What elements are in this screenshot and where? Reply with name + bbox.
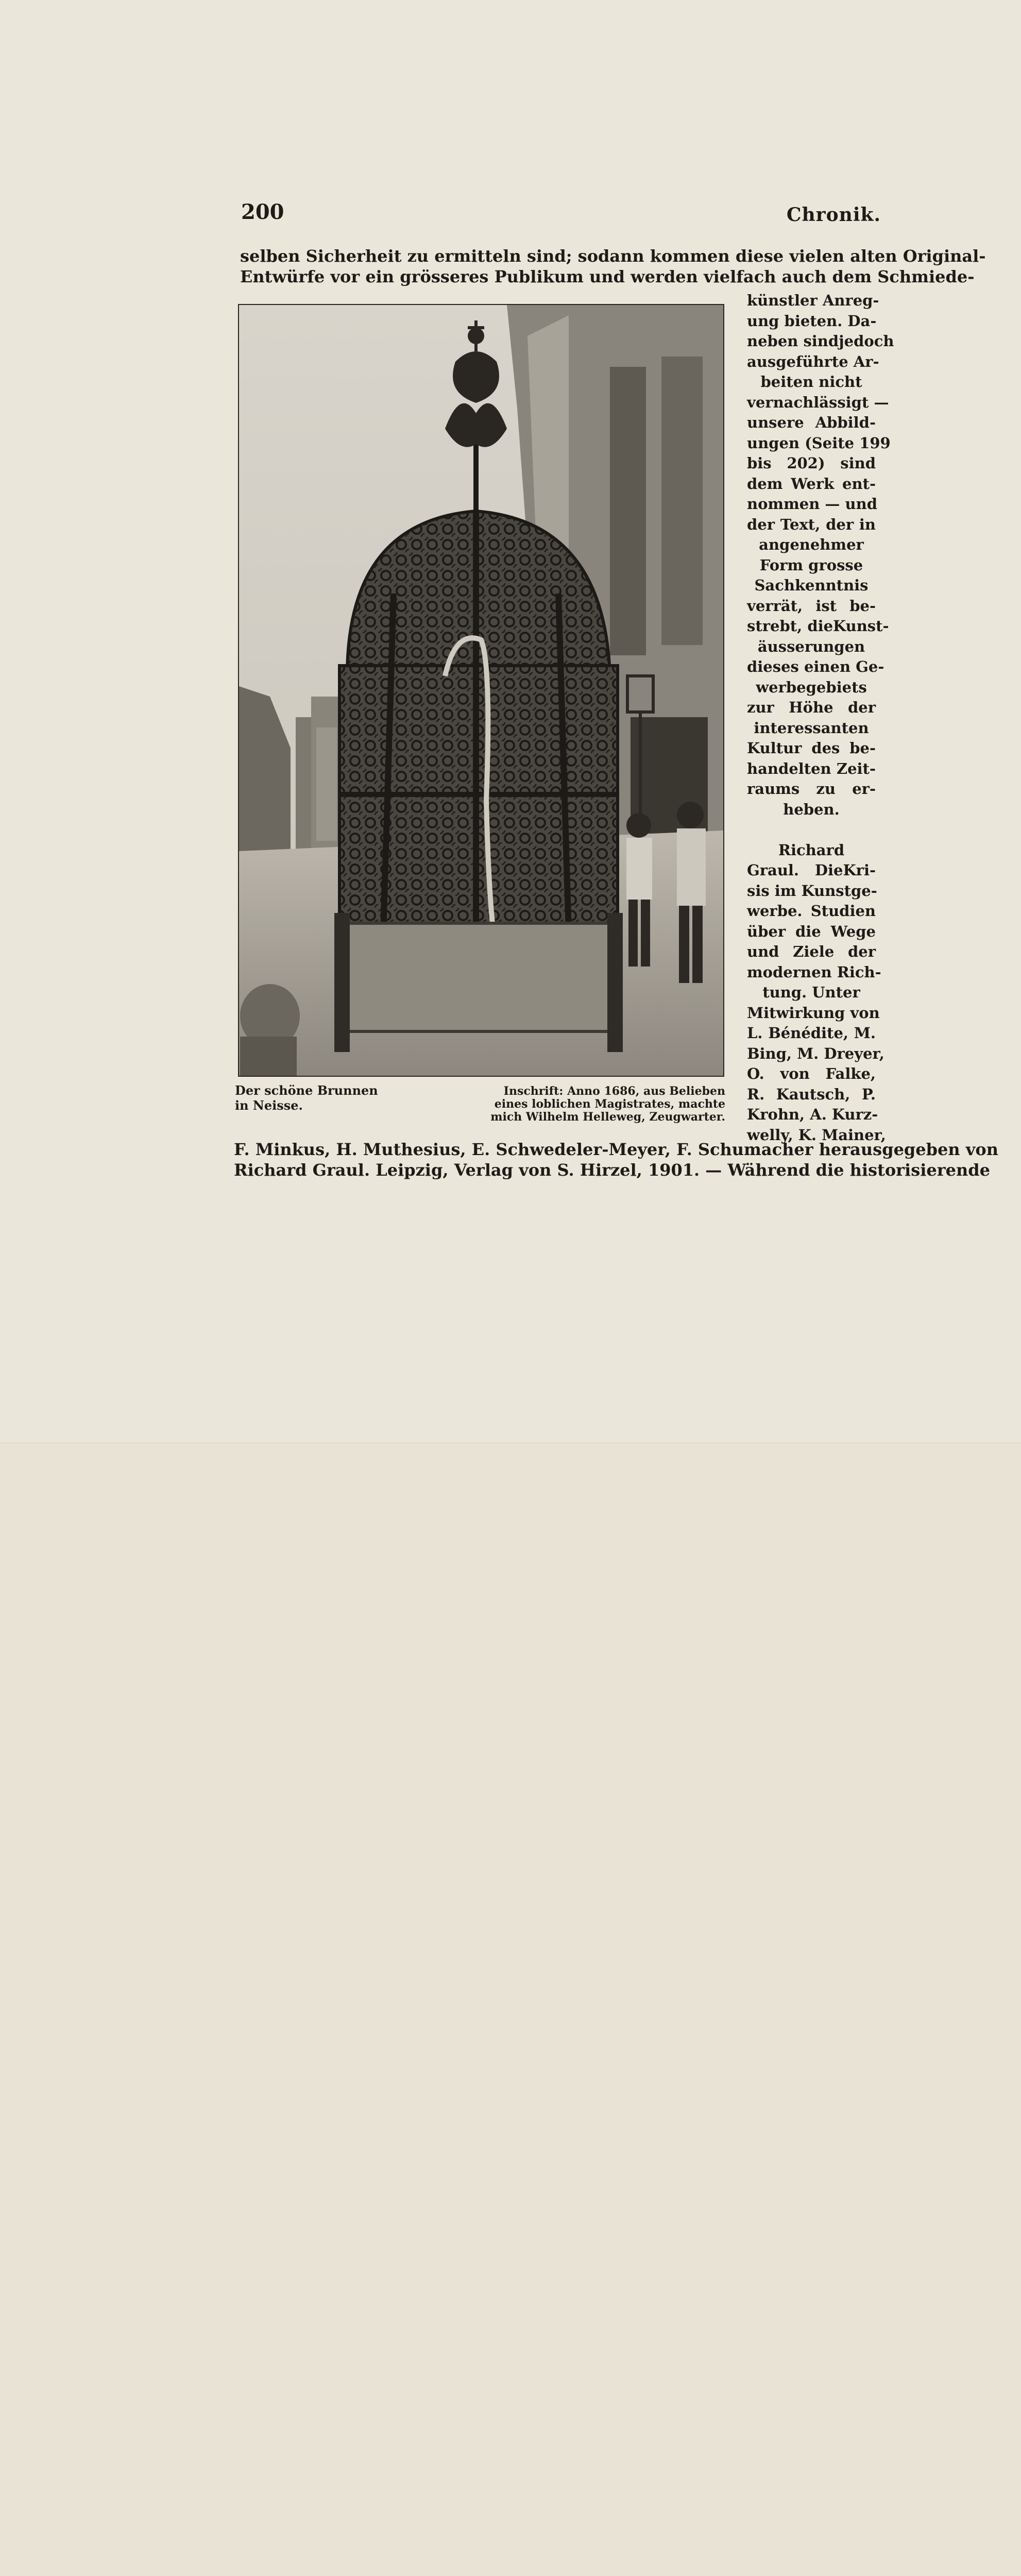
side-text-line: dieses einen Ge- (747, 658, 884, 675)
side-text-line: nommen — und (747, 495, 877, 513)
side-text-line: Richard (778, 841, 845, 859)
side-text-line: verrät, ist be- (747, 597, 876, 615)
side-text-line: interessanten (754, 719, 869, 737)
caption-line: Inschrift: Anno 1686, aus Belieben (503, 1084, 725, 1098)
side-text-line: bis 202) sind (747, 454, 876, 472)
body-text-line: Richard Graul. Leipzig, Verlag von S. Hirzel, 1901. — Während die historisierende (234, 1160, 990, 1180)
side-text-line: werbegebiets (756, 678, 867, 696)
body-text-line: F. Minkus, H. Muthesius, E. Schwedeler-Meyer, F. Schumacher herausgegeben von (234, 1140, 998, 1159)
caption-line: mich Wilhelm Helleweg, Zeugwarter. (490, 1110, 725, 1124)
side-text-line: O. von Falke, (747, 1065, 876, 1082)
side-text-line: äusserungen (757, 637, 865, 655)
side-text-line: Kultur des be- (747, 739, 876, 757)
side-text-line: werbe. Studien (747, 902, 876, 920)
side-text-line: Form grosse (759, 556, 863, 574)
side-text-line: heben. (783, 800, 840, 818)
side-text-line: ausgeführte Ar- (747, 352, 879, 370)
side-text-line: Krohn, A. Kurz- (747, 1106, 878, 1123)
side-text-line: Sachkenntnis (754, 577, 869, 594)
side-text-line: dem Werk ent- (747, 474, 876, 493)
caption-line: in Neisse. (235, 1098, 303, 1113)
figure-caption (235, 1083, 378, 1113)
side-text-line: welly, K. Mainer, (747, 1126, 886, 1144)
side-text-line: über die Wege (747, 922, 876, 940)
side-text-line: tung. Unter (762, 984, 860, 1001)
page-number: 200 (241, 200, 284, 224)
side-text-line: zur Höhe der (747, 699, 876, 716)
body-text-line: selben Sicherheit zu ermitteln sind; sodann kommen diese vielen alten Original- (240, 246, 986, 266)
side-text-line: unsere Abbild- (747, 414, 876, 431)
caption-line: eines loblichen Magistrates, machte (494, 1097, 725, 1111)
side-text-line: und Ziele der (747, 943, 876, 960)
side-text-line: ungen (Seite 199 (747, 434, 891, 452)
side-text-line: Mitwirkung von (747, 1004, 880, 1022)
side-text-line: strebt, dieKunst- (747, 617, 889, 635)
side-text-line: künstler Anreg- (747, 292, 879, 309)
side-text-line: der Text, der in (747, 515, 876, 533)
caption-line: Der schöne Brunnen (235, 1083, 378, 1098)
viewer-footer (0, 1443, 1021, 1518)
side-text-line: R. Kautsch, P. (747, 1085, 876, 1103)
body-text-line: Entwürfe vor ein grösseres Publikum und werden vielfach auch dem Schmiede- (240, 267, 975, 286)
side-text-line: ung bieten. Da- (747, 312, 877, 330)
side-text-line: vernachlässigt — (747, 393, 889, 411)
side-text-line: raums zu er- (747, 780, 876, 798)
side-text-line: sis im Kunstge- (747, 882, 877, 900)
side-text-line: handelten Zeit- (747, 759, 876, 777)
side-text-line: Graul. DieKri- (747, 861, 876, 879)
side-text-line: beiten nicht (760, 373, 862, 391)
side-text-line: L. Bénédite, M. (747, 1024, 876, 1042)
side-text-line: angenehmer (759, 536, 864, 553)
inscription-caption (478, 1085, 725, 1124)
fountain-photograph (238, 304, 724, 1077)
side-text-line: neben sindjedoch (747, 332, 894, 350)
side-text-spacer (747, 820, 876, 840)
side-text-line: Bing, M. Dreyer, (747, 1044, 884, 1062)
running-head: Chronik. (786, 204, 881, 226)
side-text-line: modernen Rich- (747, 963, 881, 981)
side-text-column (747, 291, 894, 1145)
